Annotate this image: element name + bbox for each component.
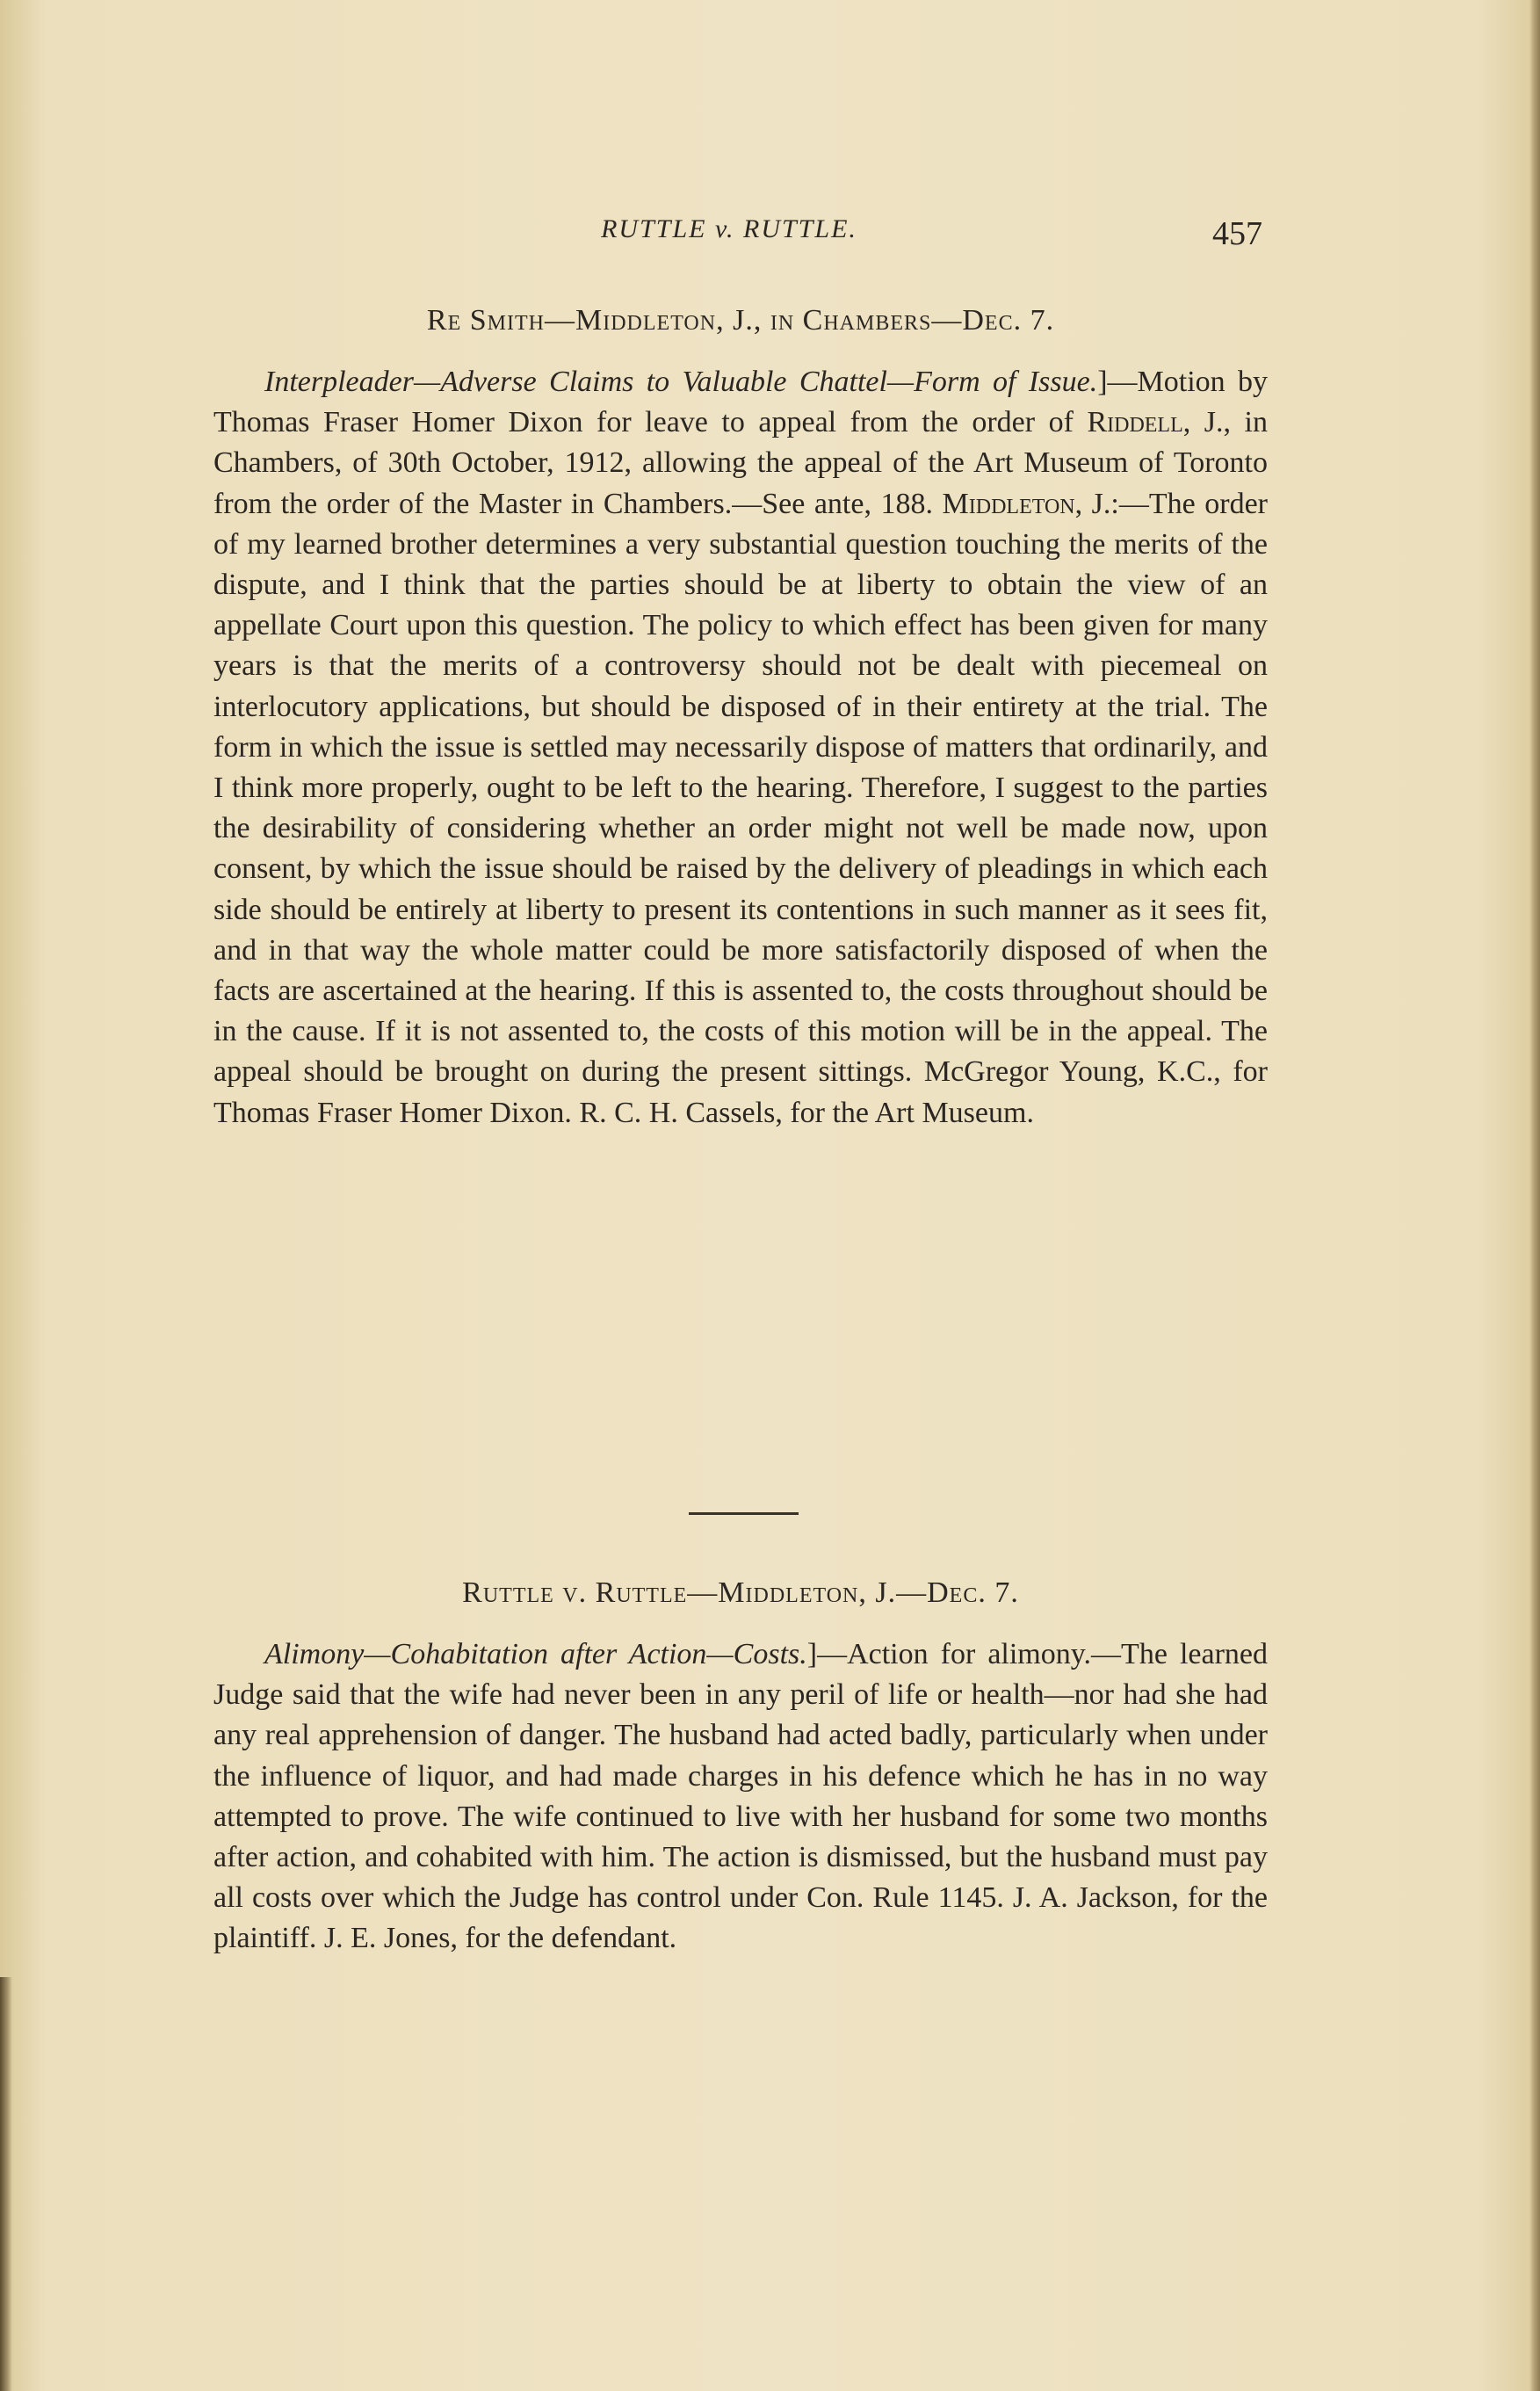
page-number: 457 xyxy=(1212,215,1262,252)
page-edge-shadow-left xyxy=(0,1977,12,2391)
case-text-remainder: , J.:—The order of my learned brother determines a very substantial question touching the merits of the dispute, and I think that the parties should be at liberty to obtain the view of an appellate Court upon this question. The policy to which effect has been given for many years is that the merits of a controversy should not be dealt with piecemeal on interlocutory applications, but should be disposed of in their entirety at the trial. The form in which the issue is settled may necessarily dispose of matters that ordinarily, and I think more properly, ought to be left to the hearing. Therefore, I suggest to the parties the desirability of considering whether an order might not well be made now, upon consent, by which the issue should be raised by the delivery of pleadings in which each side should be entirely at liberty to present its contentions in such manner as it sees fit, and in that way the whole matter could be more satisfactorily disposed of when the facts are ascertained at the hearing. If this is assented to, the costs throughout should be in the cause. If it is not assented to, the costs of this motion will be in the appeal. The appeal should be brought on during the present sittings. McGregor Young, K.C., for Thomas Fraser Homer Dixon. R. C. H. Cassels, for the Art Museum. xyxy=(213,487,1268,1129)
catchwords-ruttle: Alimony—Cohabitation after Action—Costs. xyxy=(264,1638,807,1670)
page-edge-shadow-right xyxy=(1529,0,1540,2391)
case-body-re-smith xyxy=(213,362,1268,1134)
judge-name-riddell: Riddell xyxy=(1087,406,1183,439)
case-text-middle: , J., in Chambers, of 30th October, 1912, allowing the appeal of the Art Museum of Toronto from the order of the Master in Chambers.—See ante, 188. xyxy=(213,406,1268,520)
section-divider-rule xyxy=(689,1512,799,1515)
running-head-title: RUTTLE v. RUTTLE. xyxy=(601,214,857,243)
case-heading-re-smith: Re Smith—Middleton, J., in Chambers—Dec. 7. xyxy=(426,304,1055,337)
catchwords-re-smith: Interpleader—Adverse Claims to Valuable Chattel—Form of Issue. xyxy=(264,366,1098,398)
case-text-opening: ]—Motion by Thomas Fraser Homer Dixon for leave to appeal from the order of xyxy=(213,366,1269,439)
case-text-ruttle: ]—Action for alimony.—The learned Judge said that the wife had never been in any peril of life or health—nor had she had any real apprehension of danger. The husband had acted badly, particularly when under the influence of liquor, and had made charges in his defence which he has in no way attempted to prove. The wife continued to live with her husband for some two months after action, and cohabited with him. The action is dismissed, but the husband must pay all costs over which the Judge has control under Con. Rule 1145. J. A. Jackson, for the plaintiff. J. E. Jones, for the defendant. xyxy=(213,1638,1268,1955)
judge-name-middleton: Middleton xyxy=(942,487,1075,520)
case-body-ruttle xyxy=(213,1634,1268,1960)
case-heading-ruttle: Ruttle v. Ruttle—Middleton, J.—Dec. 7. xyxy=(462,1576,1019,1609)
